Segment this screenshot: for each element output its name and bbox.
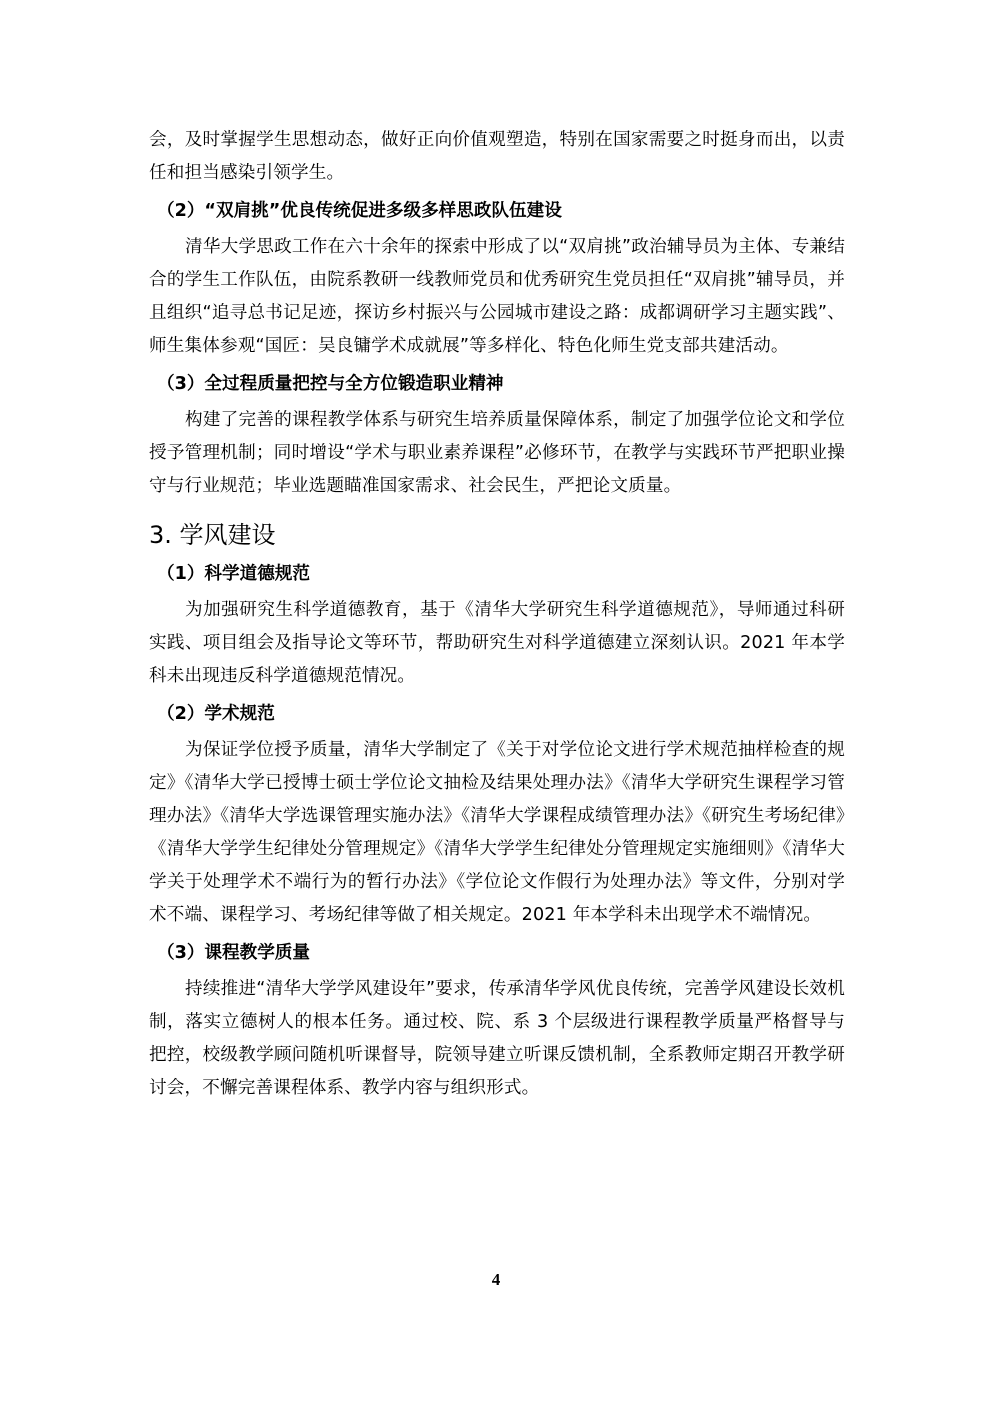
paragraph-scientific-ethics: 为加强研究生科学道德教育，基于《清华大学研究生科学道德规范》，导师通过科研实践、项目组会及指导论文等环节，帮助研究生对科学道德建立深刻认识。2021 年本学科未出现违反科学道德规范情况。 <box>149 600 845 686</box>
paragraph-academic-norms: 为保证学位授予质量，清华大学制定了《关于对学位论文进行学术规范抽样检查的规定》《清华大学已授博士硕士学位论文抽检及结果处理办法》《清华大学研究生课程学习管理办法》《清华大学选课管理实施办法》《清华大学课程成绩管理办法》《研究生考场纪律》《清华大学学生纪律处分管理规定》《清华大学学生纪律处分管理规定实施细则》《清华大学关于处理学术不端行为的暂行办法》《学位论文作假行为处理办法》等文件，分别对学术不端、课程学习、考场纪律等做了相关规定。2021 年本学科未出现学术不端情况。 <box>149 740 845 925</box>
paragraph-teaching-quality: 持续推进“清华大学学风建设年”要求，传承清华学风优良传统，完善学风建设长效机制，落实立德树人的根本任务。通过校、院、系 3 个层级进行课程教学质量严格督导与把控，校级教学顾问随机听课督导，院领导建立听课反馈机制，全系教师定期召开教学研讨会，不懈完善课程体系、教学内容与组织形式。 <box>149 979 845 1098</box>
page-number: 4 <box>491 1270 501 1289</box>
paragraph-continuation: 会，及时掌握学生思想动态，做好正向价值观塑造，特别在国家需要之时挺身而出，以责任和担当感染引领学生。 <box>149 130 845 183</box>
page-content <box>149 124 845 1105</box>
subheading-double-shoulder: （2）“双肩挑”优良传统促进多级多样思政队伍建设 <box>157 201 562 221</box>
subheading-quality-control: （3）全过程质量把控与全方位锻造职业精神 <box>157 374 504 394</box>
paragraph-quality-system: 构建了完善的课程教学体系与研究生培养质量保障体系，制定了加强学位论文和学位授予管理机制；同时增设“学术与职业素养课程”必修环节，在教学与实践环节严把职业操守与行业规范；毕业选题瞄准国家需求、社会民生，严把论文质量。 <box>149 410 845 496</box>
paragraph-counselor-team: 清华大学思政工作在六十余年的探索中形成了以“双肩挑”政治辅导员为主体、专兼结合的学生工作队伍，由院系教研一线教师党员和优秀研究生党员担任“双肩挑”辅导员，并且组织“追寻总书记足迹，探访乡村振兴与公园城市建设之路：成都调研学习主题实践”、师生集体参观“国匠：吴良镛学术成就展”等多样化、特色化师生党支部共建活动。 <box>149 237 845 356</box>
subheading-scientific-ethics: （1）科学道德规范 <box>157 564 310 584</box>
subheading-academic-norms: （2）学术规范 <box>157 704 275 724</box>
section-heading-academic-style: 3. 学风建设 <box>149 521 276 549</box>
subheading-teaching-quality: （3）课程教学质量 <box>157 943 310 963</box>
